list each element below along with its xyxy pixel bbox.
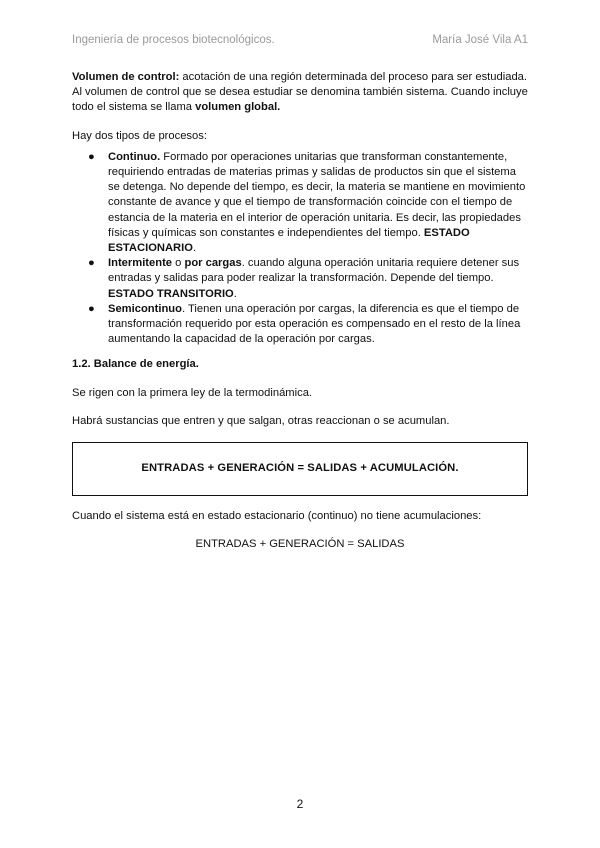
type-name: Continuo. <box>108 150 161 163</box>
process-types-list <box>72 150 528 348</box>
bullet-icon: ● <box>88 257 95 270</box>
section-title: 1.2. Balance de energía. <box>72 358 199 371</box>
bullet-icon: ● <box>88 150 95 163</box>
list-item <box>72 150 528 256</box>
bullet-icon: ● <box>88 302 95 315</box>
types-intro: Hay dos tipos de procesos: <box>72 129 207 142</box>
header-course-title: Ingeniería de procesos biotecnológicos. <box>72 34 275 46</box>
intro-text: acotación de una región determinada del proceso para ser estudiada. Al volumen de control que se desea estudiar se denomina también sistema. Cuando incluye todo el sistema se llama <box>72 71 528 114</box>
type-end: . <box>233 287 237 300</box>
type-end: . <box>192 242 197 255</box>
list-item <box>72 256 528 302</box>
type-name-alt: por cargas <box>184 257 242 270</box>
type-description: Formado por operaciones unitarias que transforman constantemente, requiriendo entradas de materias primas y salidas de productos sin que el sistema se detenga. No depende del tiempo, es decir, la materia se mantiene en movimiento constante de avance y que el tiempo de transformación coincide con el tiempo de estancia de la materia en el interior de operación unitaria. Es decir, las propiedades físicas y químicas son constantes e independientes del tiempo. <box>108 150 526 239</box>
type-name: Semicontinuo <box>108 302 182 315</box>
steady-state-equation: ENTRADAS + GENERACIÓN = SALIDAS <box>195 538 405 551</box>
header-author: María José Vila A1 <box>432 34 528 46</box>
type-state: ESTADO TRANSITORIO <box>108 287 234 300</box>
type-description: . cuando alguna operación unitaria requiere detener sus entradas y salidas para poder realizar la transformación. Depende del tiempo. <box>108 257 520 285</box>
type-name: Intermitente <box>108 257 173 270</box>
page-header <box>72 34 528 46</box>
equation-box <box>72 442 528 496</box>
type-description: . Tienen una operación por cargas, la diferencia es que el tiempo de transformación requerido por esta operación es compensado en el resto de la línea aumentando la capacidad de la operación por cargas. <box>108 302 521 346</box>
section-paragraph-3: Cuando el sistema está en estado estacionario (continuo) no tiene acumulaciones: <box>72 510 482 523</box>
intro-term: Volumen de control: <box>72 71 180 83</box>
intro-paragraph <box>72 70 528 116</box>
general-balance-equation: ENTRADAS + GENERACIÓN = SALIDAS + ACUMULACIÓN. <box>141 462 459 475</box>
list-item <box>72 302 528 348</box>
intro-term-global: volumen global. <box>195 101 281 114</box>
page-content <box>72 70 528 552</box>
section-paragraph-2: Habrá sustancias que entren y que salgan, otras reaccionan o se acumulan. <box>72 414 450 427</box>
type-state: ESTADO ESTACIONARIO <box>108 226 470 255</box>
page-number: 2 <box>296 797 304 811</box>
type-connector: o <box>172 257 185 270</box>
section-paragraph-1: Se rigen con la primera ley de la termodinámica. <box>72 386 313 399</box>
